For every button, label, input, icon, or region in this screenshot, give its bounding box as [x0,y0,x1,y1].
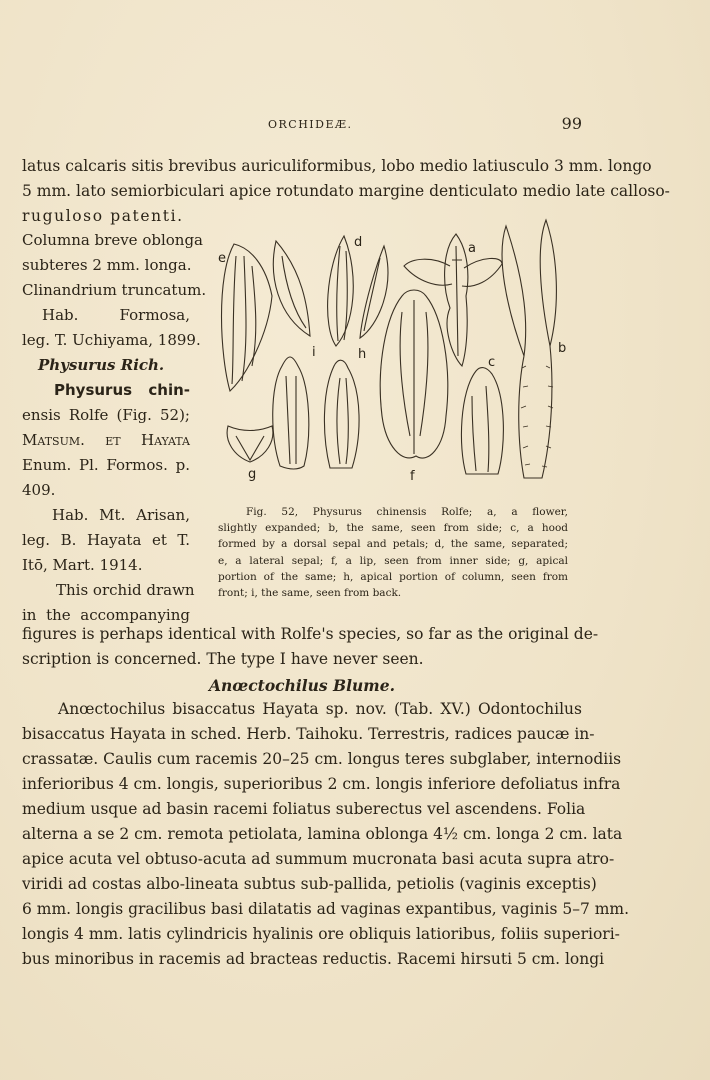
orchid-drawing [206,216,582,494]
text-line: 6 mm. longis gracilibus basi dilatatis ad vaginas expantibus, vaginis 5–7 mm. [22,900,630,918]
text-line: 409. [22,481,56,499]
figure-label-e: e [218,251,226,266]
text-line: subteres 2 mm. longa. [22,256,192,274]
section-title [22,676,582,695]
caption-line: formed by a dorsal sepal and petals; d, the same, separated; [218,538,568,551]
genus-heading: Physurus Rich. [38,356,165,374]
figure-label-g: g [248,467,257,482]
bottom-paragraph [22,697,630,972]
flower-b-ovary [519,346,552,478]
text-line: latus calcaris sitis brevibus auriculiformibus, lobo medio latiusculo 3 mm. longo [22,157,652,175]
figure-caption [218,504,568,601]
text-line: medium usque ad basin racemi foliatus suberectus vel ascendens. Folia [22,800,586,818]
figure-label-c: c [488,355,496,370]
flower-b-petal [540,220,556,346]
caption-line: front; i, the same, seen from back. [218,586,402,599]
caption-line: portion of the same; h, apical portion of column, seen from [218,570,568,583]
page-number: 99 [561,114,582,133]
text-line: in the accompanying [22,606,190,624]
text-line: Columna breve oblonga [22,231,203,249]
text-line: Clinandrium truncatum. [22,281,207,299]
species-heading: Physurus chin- [54,381,190,399]
figure-label-i: i [312,345,316,360]
text-line: apice acuta vel obtuso-acuta ad summum mucronata basi acuta supra atro- [22,850,615,868]
petal-d1 [273,241,310,336]
text-line: This orchid drawn [56,581,195,599]
text-line: longis 4 mm. latis cylindricis hyalinis ore obliquis latioribus, foliis superiori- [22,925,620,943]
caption-line: Fig. 52, Physurus chinensis Rolfe; a, a flower, [246,506,568,518]
flower-b-sepal [502,226,526,356]
text-line: Enum. Pl. Formos. p. [22,456,190,474]
text-line: figures is perhaps identical with Rolfe's species, so far as the original de- [22,625,599,643]
habitat-line: Itō, Mart. 1914. [22,556,143,574]
habitat-line: Hab. Mt. Arisan, [52,506,190,524]
page-header [22,114,582,136]
text-line: Anœctochilus bisaccatus Hayata sp. nov. (Tab. XV.) Odontochilus [58,700,582,718]
apical-lip-g [227,426,273,462]
text-line: crassatæ. Caulis cum racemis 20–25 cm. longus teres subglaber, internodiis [22,750,622,768]
running-head: ORCHIDEÆ. [268,118,353,131]
orchid-figure [206,216,582,494]
text-line: Matsum. et Hayata [22,431,190,449]
text-line: viridi ad costas albo-lineata subtus sub-pallida, petiolis (vaginis exceptis) [22,875,597,893]
left-column [22,228,207,628]
text-line: ensis Rolfe (Fig. 52); [22,406,190,424]
habitat-line: leg. B. Hayata et T. [22,531,190,549]
column-back-i [273,357,309,469]
column-front-h [324,360,359,468]
text-line: 5 mm. lato semiorbiculari apice rotundato margine denticulato medio late calloso- [22,182,670,200]
genus-title: Anœctochilus Blume. [209,676,395,695]
dorsal-sepal-d [328,236,354,346]
caption-line: slightly expanded; b, the same, seen from side; c, a hood [218,522,568,535]
hood-c [461,368,503,474]
text-line: scription is concerned. The type I have never seen. [22,650,424,668]
figure-label-b: b [558,341,567,356]
figure-label-d: d [354,235,363,250]
text-line: ruguloso patenti. [22,207,184,225]
text-line: alterna a se 2 cm. remota petiolata, lamina oblonga 4½ cm. longa 2 cm. lata [22,825,623,843]
figure-label-h: h [358,347,367,362]
text-line: inferioribus 4 cm. longis, superioribus 2 cm. longis inferiore defoliatus infra [22,775,621,793]
text-line: bus minoribus in racemis ad bracteas reductis. Racemi hirsuti 5 cm. longi [22,950,605,968]
mid-paragraph [22,622,599,672]
petal-d2 [360,246,388,338]
habitat-line: Hab. Formosa, [42,306,190,324]
habitat-line: leg. T. Uchiyama, 1899. [22,331,201,349]
caption-line: e, a lateral sepal; f, a lip, seen from inner side; g, apical [218,554,568,567]
figure-label-a: a [468,241,476,256]
text-line: bisaccatus Hayata in sched. Herb. Taihoku. Terrestris, radices paucæ in- [22,725,595,743]
figure-label-f: f [410,469,415,484]
lateral-sepal-e [222,244,273,391]
sepal-veins [232,256,256,384]
